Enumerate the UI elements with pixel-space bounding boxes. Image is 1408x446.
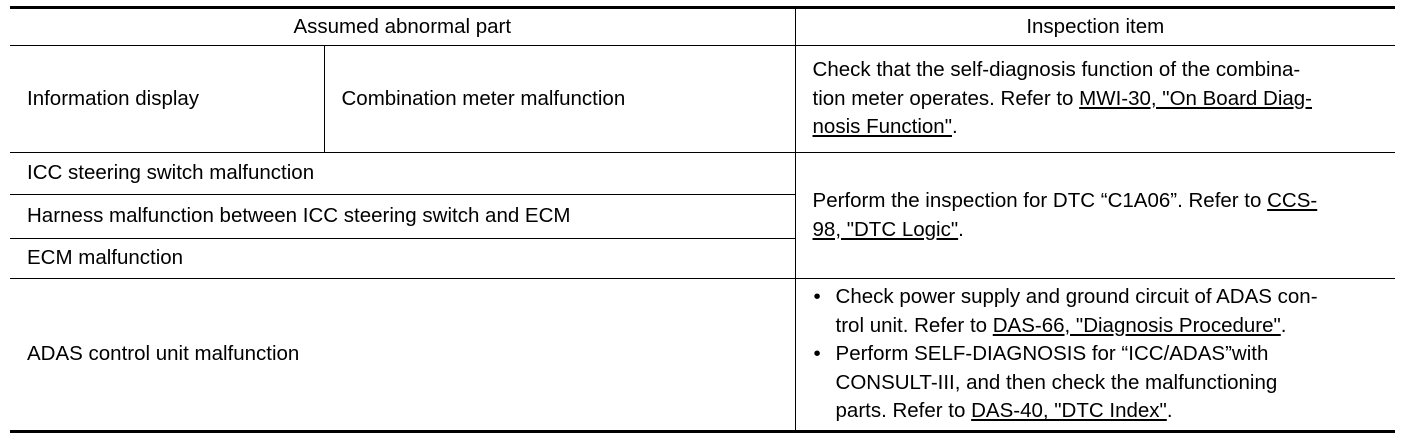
bullet-text-line: CONSULT-III, and then check the malfunctioning — [835, 370, 1278, 394]
bullet-tail: . — [1280, 313, 1287, 337]
bullet-icon: • — [813, 285, 821, 309]
part-cell-icc-switch: ICC steering switch malfunction — [10, 153, 795, 195]
inspection-tail: . — [958, 217, 964, 241]
link-das-66[interactable]: DAS-66, "Diagnosis Procedure" — [992, 313, 1281, 337]
table-row — [10, 46, 1395, 153]
sub-part-cell-combination-meter: Combination meter malfunction — [324, 46, 795, 153]
table-header-row — [10, 8, 1395, 46]
part-cell-adas: ADAS control unit malfunction — [10, 279, 795, 432]
link-ccs-98-part1[interactable]: CCS- — [1267, 189, 1318, 212]
inspection-cell-combination-meter — [795, 46, 1395, 153]
inspection-text: Perform the inspection for DTC “C1A06”. Refer to — [812, 189, 1268, 212]
bullet-text: parts. Refer to — [835, 399, 972, 423]
part-cell-information-display: Information display — [10, 46, 324, 153]
bullet-tail: . — [1166, 399, 1173, 423]
inspection-text-line: Check that the self-diagnosis function of the combina- — [812, 58, 1301, 82]
table-row — [10, 279, 1395, 432]
bullet-item-power-supply — [813, 283, 1388, 340]
part-cell-ecm: ECM malfunction — [10, 239, 795, 279]
inspection-table — [10, 6, 1395, 433]
link-mwi-30-part2[interactable]: nosis Function" — [812, 115, 952, 139]
bullet-icon: • — [813, 342, 821, 366]
link-mwi-30-part1[interactable]: MWI-30, "On Board Diag- — [1079, 86, 1313, 110]
header-inspection-item: Inspection item — [795, 8, 1395, 46]
header-assumed-part: Assumed abnormal part — [10, 8, 795, 46]
inspection-text: tion meter operates. Refer to — [812, 86, 1080, 110]
inspection-tail: . — [951, 115, 958, 139]
link-das-40[interactable]: DAS-40, "DTC Index" — [971, 399, 1167, 423]
bullet-item-self-diagnosis — [813, 340, 1388, 426]
inspection-cell-adas — [795, 279, 1395, 432]
inspection-cell-dtc-c1a06 — [795, 153, 1395, 279]
bullet-text-line: Perform SELF-DIAGNOSIS for “ICC/ADAS”with — [835, 342, 1269, 366]
table-row — [10, 153, 1395, 195]
link-ccs-98-part2[interactable]: 98, "DTC Logic" — [812, 217, 959, 241]
bullet-text-line: Check power supply and ground circuit of ADAS con- — [835, 285, 1318, 309]
inspection-bullet-list — [813, 283, 1388, 426]
bullet-text: trol unit. Refer to — [835, 313, 993, 337]
part-cell-harness: Harness malfunction between ICC steering switch and ECM — [10, 195, 795, 239]
